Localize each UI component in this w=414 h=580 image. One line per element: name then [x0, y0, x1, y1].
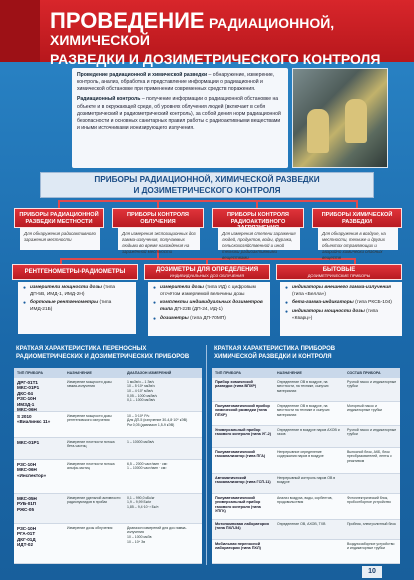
item-name: индикаторы мощности дозы — [292, 308, 365, 314]
box-chemical-reconnaissance: ПРИБОРЫ ХИМИЧЕСКОЙ РАЗВЕДКИ — [312, 208, 402, 228]
photo-operators-in-protective-suits — [292, 68, 388, 168]
intro-def-1: – обнаружение, измерение, контроль, анализ, обработка и представление информации о радиационной и химической обстановке при применении современных средств поражения. — [77, 72, 275, 93]
table-row — [14, 524, 202, 564]
table-row — [212, 402, 400, 426]
instrument-purpose — [274, 540, 344, 543]
table-row — [212, 474, 400, 494]
column-header: ДИАПАЗОН ИЗМЕРЕНИЙ — [127, 371, 172, 375]
category-label: БЫТОВЫЕ — [322, 267, 356, 273]
banner-line-1: ПРИБОРЫ РАДИАЦИОННОЙ, ХИМИЧЕСКОЙ РАЗВЕДКИ — [94, 175, 320, 184]
title-line2: РАЗВЕДКИ И ДОЗИМЕТРИЧЕСКОГО КОНТРОЛЯ — [50, 50, 381, 67]
column-header: ТИП ПРИБОРА — [215, 371, 241, 375]
item-model: (типа «Кварц») — [292, 308, 378, 321]
category-dosimeters — [144, 264, 270, 280]
right-table-title-line-1: КРАТКАЯ ХАРАКТЕРИСТИКА ПРИБОРОВ — [214, 346, 336, 352]
intro-text — [72, 68, 288, 168]
right-table-title — [214, 346, 400, 368]
item-model: ДП-22В (ДП-24, ИД-1) — [174, 307, 223, 313]
measurement-range: 0,1 – 990,0 кБк/кг 1,9 – 9,99 Бк/кг 1,85 – 9,4·10⁻³ Бк/л — [127, 495, 159, 509]
category-label: ДОЗИМЕТРЫ ДЛЯ ОПРЕДЕЛЕНИЯ — [155, 267, 259, 273]
measurement-range: Диапазон измерений для доз гамма-излучения 10 – 1000 мкЗв 10 – 10⁴ Зв — [127, 525, 187, 544]
right-table — [212, 368, 400, 564]
item-model: (типа ИД) с цифровым отсчётом измеряемой величины дозы — [160, 285, 256, 297]
table-row — [212, 378, 400, 402]
item-name: бета-гамма-индикаторы — [292, 300, 354, 306]
banner-line-2: И ДОЗИМЕТРИЧЕСКОГО КОНТРОЛЯ — [133, 185, 281, 195]
item-model: (типа ДП-5В, ИМД-1, ИМД-2Н) — [30, 285, 116, 297]
list-item — [285, 309, 397, 323]
page-title — [50, 9, 410, 66]
page-number: 10 — [362, 566, 382, 578]
instruments-diagram — [0, 200, 414, 340]
instrument-composition: Фотоэлектрический блок, пробоотборное устройство — [347, 495, 391, 505]
instrument-purpose: Измерение дозы облучения — [67, 525, 113, 530]
desc-contamination-control: Для измерения степени заражения людей, продуктов, воды, фуража, сельскохозяйственной и иной техники радиоактивными веществами — [218, 228, 300, 250]
right-table-title-line-2: ХИМИЧЕСКОЙ РАЗВЕДКИ И КОНТРОЛЯ — [214, 353, 332, 360]
list-item — [285, 300, 397, 307]
divider — [206, 345, 207, 565]
table-row — [14, 460, 202, 494]
connector-line — [58, 200, 60, 208]
connector-line — [58, 200, 358, 202]
box-contamination-control: ПРИБОРЫ КОНТРОЛЯ РАДИОАКТИВНОГО — [212, 208, 304, 228]
instrument-type: S 2010 «Виалинкс 11» — [17, 413, 51, 424]
item-name: измерители мощности дозы — [30, 285, 102, 290]
photo-figure — [307, 109, 329, 153]
desc-radiation-reconnaissance: Для обнаружения радиоактивного заражения местности — [20, 228, 100, 250]
instrument-purpose: Определение в воздухе паров АХОВ и газов — [277, 427, 340, 437]
box-exposure-control: ПРИБОРЫ КОНТРОЛЯ ОБЛУЧЕНИЯ — [112, 208, 204, 228]
header-stripe — [0, 0, 40, 62]
category-sublabel: ДОЗИМЕТРИЧЕСКИЕ ПРИБОРЫ — [307, 272, 371, 278]
instrument-composition: Выносной блок, АКБ, блок преобразователей, ленты с реактивом — [347, 449, 392, 463]
category-sublabel: ИНДИВИДУАЛЬНЫХ ДОЗ ОБЛУЧЕНИЯ — [169, 272, 245, 278]
item-model: (типа РКСБ-104) — [355, 300, 392, 306]
measurement-range: 1 мкЗв/ч – 1 Зв/ч 10 – 5·10⁶ мкЗв/ч 10 – 4·10⁷ мЗв/ч 0,05 – 1000 мкЗв/ч 0,1 – 1000 мкЗв/ч — [127, 379, 158, 403]
photo-figure — [345, 99, 367, 143]
category-household — [276, 264, 402, 280]
category-roentgenometers — [12, 264, 138, 280]
column-header: НАЗНАЧЕНИЕ — [277, 371, 302, 375]
left-table-body — [14, 378, 202, 564]
table-row — [212, 494, 400, 520]
list-item — [23, 300, 131, 314]
measurement-range: 1 – 10000 мкЗв/ч — [127, 439, 155, 444]
instrument-purpose: Определение ОВ, АХОВ, ТХВ — [277, 521, 326, 526]
instrument-type: Прибор химической разведки (типа ВПХР) — [215, 379, 257, 389]
instrument-type: РЗС-10Н МКС-06Н «Инспектор» — [17, 461, 47, 478]
measurement-range: 6,5 – 2000 част/мин · см² 1 – 10000 част/мин · см² — [127, 461, 168, 471]
table-row — [14, 494, 202, 524]
table-row — [14, 378, 202, 412]
instrument-composition: Воздухозаборное устройство и индикаторные трубки — [347, 541, 395, 551]
left-table-title — [16, 346, 202, 368]
box-radiation-reconnaissance: ПРИБОРЫ РАДИАЦИОННОЙ РАЗВЕДКИ МЕСТНОСТИ — [14, 208, 104, 228]
list-item — [153, 300, 265, 314]
intro-def-2: – получение информации о радиационной обстановке на объекте и в окружающей среде, об уровнях облучения людей (включает в себя дозиметрический и радиометрический контроль), за собой дения норм радиационной безопасности и основных санитарных правил работы с радиоактивными веществами и иными источниками ионизирующего излучения. — [77, 96, 281, 131]
item-name: комплекты индивидуальных дозиметров типа — [160, 300, 263, 313]
instrument-composition: Моторный насос и индикаторные трубки — [347, 403, 382, 413]
header — [0, 0, 414, 67]
connector-line — [157, 200, 159, 208]
intro-paragraph-1 — [77, 72, 283, 93]
column-header: ТИП ПРИБОРА — [17, 371, 43, 375]
instrument-purpose: Измерение мощности дозы гамма-излучения — [67, 379, 112, 389]
instrument-type: Мобильная переносной лаборатории (типа ПХЛ) — [215, 541, 261, 551]
item-name: индикаторы внешнего гамма-излучения — [292, 285, 391, 290]
instrument-purpose: Измерение плотности потока бета-частиц — [67, 439, 115, 449]
instrument-composition: Ручной насос и индикаторные трубки — [347, 427, 397, 437]
table-row — [14, 438, 202, 460]
title-big: ПРОВЕДЕНИЕ — [50, 8, 205, 33]
section-banner — [40, 172, 374, 198]
left-table-title-line-1: КРАТКАЯ ХАРАКТЕРИСТИКА ПЕРЕНОСНЫХ — [16, 346, 147, 352]
instrument-purpose: Непрерывное определение содержания паров в воздухе — [277, 449, 324, 459]
instrument-purpose: Измерение мощности дозы рентгеновского излучения — [67, 413, 112, 423]
item-model: (типа ИМД-21Б) — [30, 300, 112, 313]
category-dosimeters-list — [148, 282, 270, 336]
list-item — [153, 316, 265, 323]
connector-line — [356, 200, 358, 208]
instrument-type: МКС-01Р1 — [17, 439, 40, 445]
instrument-purpose: Измерение плотности потока альфа-частиц — [67, 461, 115, 471]
measurement-range: 10 – 3·10⁵ Р/ч Для ДП-5 (излучение 30-4,8·10⁵ кЭВ) Рм 0,05 (диапазон 1,5-9 кЭВ) — [127, 413, 188, 427]
right-table-body — [212, 378, 400, 564]
intro-paragraph-2 — [77, 96, 283, 132]
column-header: СОСТАВ ПРИБОРА — [347, 371, 381, 375]
connector-line — [256, 200, 258, 208]
table-row — [212, 426, 400, 448]
instrument-type: Универсальный прибор газового контроля (типа УГ-2) — [215, 427, 271, 437]
instrument-type: МКС-05Н РУБ-01П РЖС-05 — [17, 495, 37, 512]
category-household-list — [280, 282, 402, 336]
instrument-composition: Ручной насос и индикаторные трубки — [347, 379, 397, 389]
category-roentgenometers-list — [18, 282, 136, 334]
instrument-type: Полуавтоматический универсальный прибор газового контроля (типа УПГК) — [215, 495, 261, 514]
instrument-type: Автоматический газоанализатор (типа ГСП-11) — [215, 475, 271, 485]
instrument-purpose: Измерение удельной активности радионуклидов в пробах — [67, 495, 121, 505]
desc-exposure-control: Для измерения экспозиционных доз гамма-излучения, получаемых людьми во время нахождения на заражённой местности — [118, 228, 200, 250]
instrument-purpose: Определение ОВ в воздухе, на местности, на технике, сыпучих материалах — [277, 379, 329, 393]
column-header: НАЗНАЧЕНИЕ — [67, 371, 92, 375]
instrument-composition — [344, 474, 400, 477]
item-name: бортовые рентгенометры — [30, 300, 99, 306]
left-table-header — [14, 368, 202, 378]
desc-chemical-reconnaissance: Для обнаружения в воздухе, на местности, технике и других объектах отравляющих и аварийно химически опасных веществ — [318, 228, 398, 250]
title-rest: РАДИАЦИОННОЙ, ХИМИЧЕСКОЙ — [50, 15, 335, 48]
instrument-composition: Пробник, электролитный блок — [347, 521, 396, 526]
list-item — [285, 285, 397, 299]
instrument-type: РЗС-10Н РГА-01Т ДКГ-01Д ИДТ-02 — [17, 525, 37, 547]
intro-term-2: Радиационный контроль — [77, 96, 141, 103]
item-model: (типа «Белла») — [292, 291, 326, 297]
category-label: РЕНТГЕНОМЕТРЫ-РАДИОМЕТРЫ — [24, 269, 126, 275]
instrument-type: Полуавтоматический прибор химической разведки (типа ППХР) — [215, 403, 270, 417]
intro-term-1: Проведение радиационной и химической разведки — [77, 72, 208, 78]
instrument-purpose: Непрерывный контроль паров ОВ в воздухе — [277, 475, 336, 485]
instrument-purpose: Анализ воздуха, воды, сорбентов, продовольствия — [277, 495, 333, 505]
list-item — [153, 285, 265, 299]
instrument-type: Мотопомповая лаборатория (типа ПХЛ-54) — [215, 521, 269, 531]
item-model: (типа ДП-70МП) — [190, 315, 226, 321]
instrument-type: Полуавтоматический газоанализатор (типа ПГА) — [215, 449, 266, 459]
item-name: измерители дозы — [160, 285, 205, 290]
right-table-header — [212, 368, 400, 378]
table-row — [212, 540, 400, 564]
table-row — [14, 412, 202, 438]
left-table-title-line-2: РАДИОМЕТРИЧЕСКИХ И ДОЗИМЕТРИЧЕСКИХ ПРИБОРОВ — [16, 353, 190, 360]
table-row — [212, 448, 400, 474]
table-row — [212, 520, 400, 540]
list-item — [23, 285, 131, 299]
connector-line — [60, 258, 356, 260]
item-name: дозиметры — [160, 315, 189, 321]
instrument-purpose: Определение ОВ в воздухе, на местности на технике и сыпучих материалах — [277, 403, 330, 417]
instrument-type: ДРГ-01Т1 МКС-01Р1 ДКС-04 РЗС-10Н ИМЗД-1 МКС-06Н — [17, 379, 40, 412]
left-table — [14, 368, 202, 564]
